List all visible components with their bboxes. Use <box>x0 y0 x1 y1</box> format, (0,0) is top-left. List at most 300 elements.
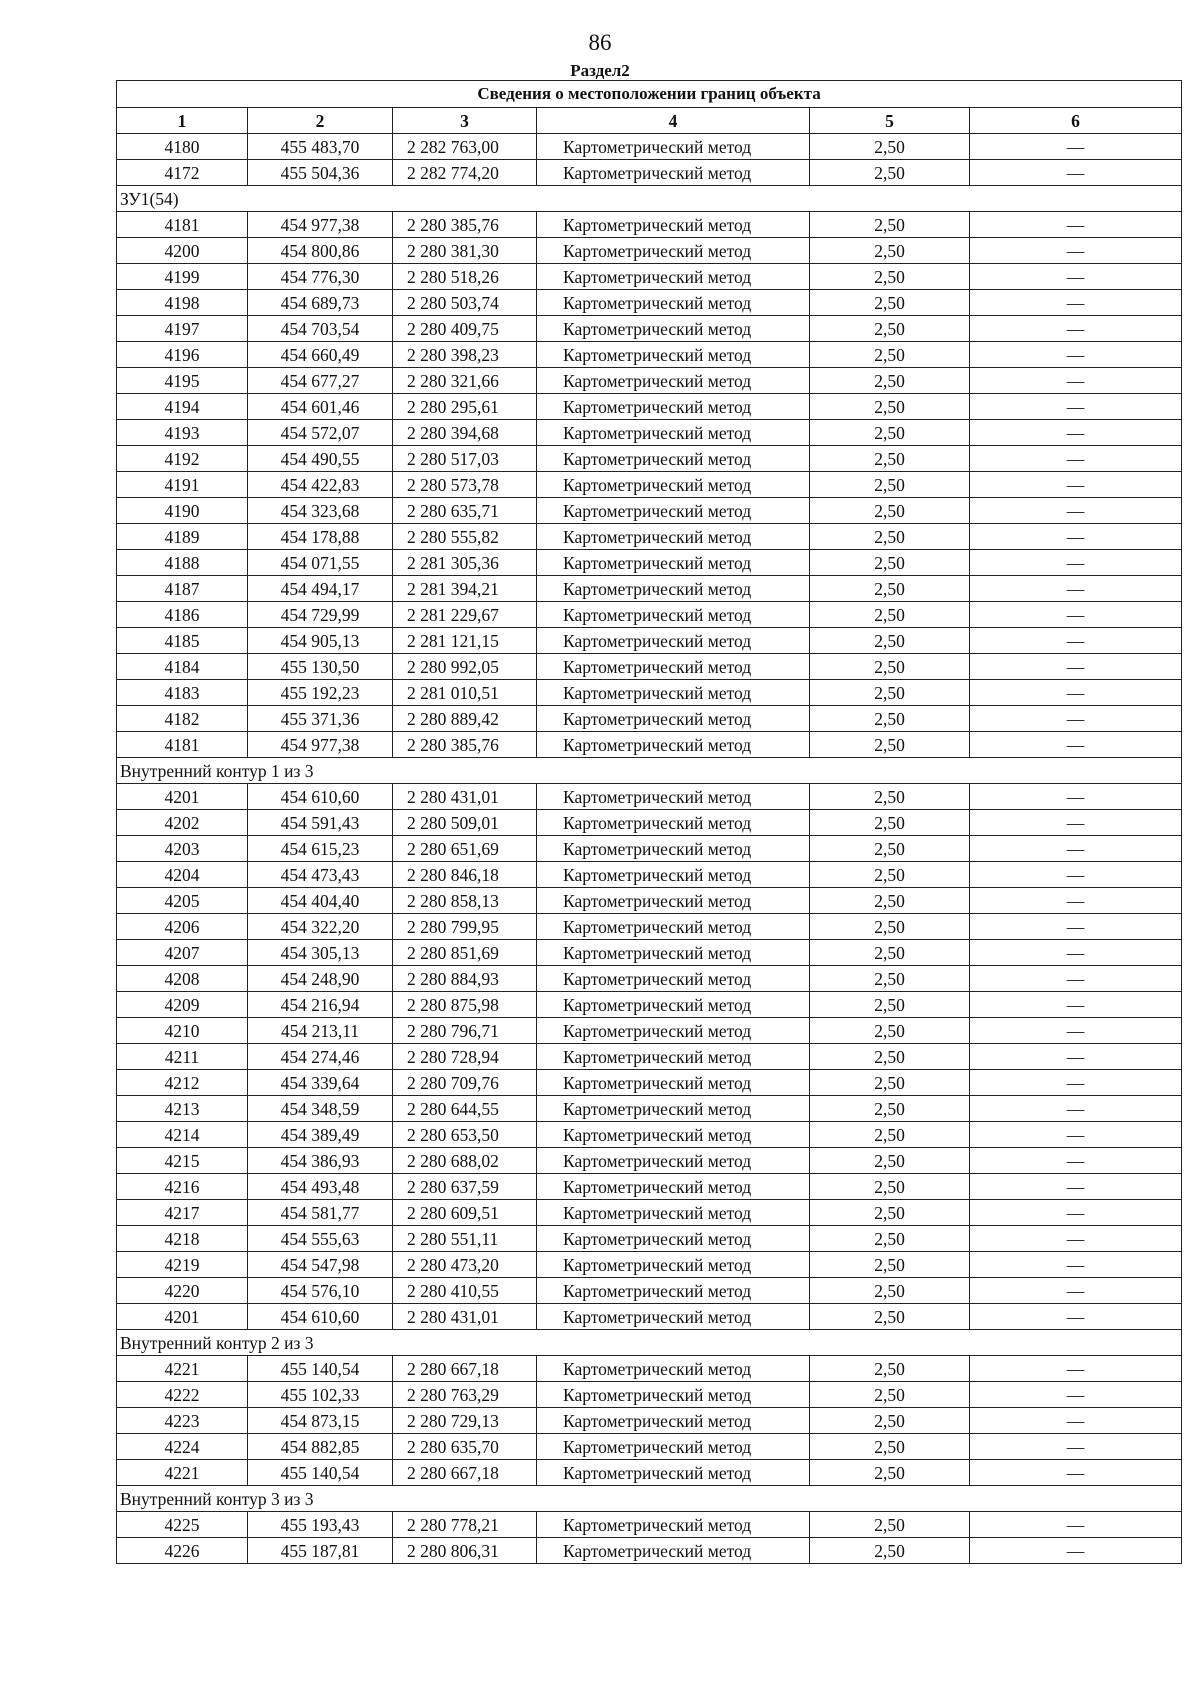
table-cell: 455 130,50 <box>248 654 393 680</box>
table-cell: 2 280 889,42 <box>393 706 537 732</box>
table-cell: 4205 <box>117 888 248 914</box>
table-cell: 2,50 <box>810 1122 970 1148</box>
table-cell: 2,50 <box>810 680 970 706</box>
table-cell: 4207 <box>117 940 248 966</box>
table-cell: 2,50 <box>810 498 970 524</box>
table-cell: 455 192,23 <box>248 680 393 706</box>
table-row <box>117 524 1182 550</box>
table-cell: 4181 <box>117 732 248 758</box>
table-cell: Картометрический метод <box>537 1044 810 1070</box>
table-cell: 454 873,15 <box>248 1408 393 1434</box>
table-cell: 2,50 <box>810 264 970 290</box>
table-cell: — <box>970 992 1182 1018</box>
table-cell: 2 280 385,76 <box>393 732 537 758</box>
table-cell: 454 591,43 <box>248 810 393 836</box>
table-cell: 2,50 <box>810 1382 970 1408</box>
table-cell: 4172 <box>117 160 248 186</box>
table-row <box>117 1356 1182 1382</box>
table-cell: Картометрический метод <box>537 992 810 1018</box>
table-cell: — <box>970 290 1182 316</box>
table-cell: — <box>970 1356 1182 1382</box>
table-row <box>117 706 1182 732</box>
table-cell: 4225 <box>117 1512 248 1538</box>
table-cell: 2 280 637,59 <box>393 1174 537 1200</box>
table-cell: 2 281 394,21 <box>393 576 537 602</box>
table-cell: — <box>970 1226 1182 1252</box>
table-cell: Картометрический метод <box>537 576 810 602</box>
group-row <box>117 1486 1182 1512</box>
table-cell: 2 280 667,18 <box>393 1356 537 1382</box>
table-cell: Картометрический метод <box>537 134 810 160</box>
table-cell: Картометрический метод <box>537 1408 810 1434</box>
table-cell: — <box>970 1460 1182 1486</box>
table-cell: — <box>970 784 1182 810</box>
table-cell: Картометрический метод <box>537 264 810 290</box>
table-row <box>117 160 1182 186</box>
table-cell: 4191 <box>117 472 248 498</box>
table-row <box>117 680 1182 706</box>
table-cell: Картометрический метод <box>537 316 810 342</box>
table-cell: 454 703,54 <box>248 316 393 342</box>
table-cell: 2 280 473,20 <box>393 1252 537 1278</box>
table-cell: 455 483,70 <box>248 134 393 160</box>
table-cell: 454 576,10 <box>248 1278 393 1304</box>
table-cell: 2 280 884,93 <box>393 966 537 992</box>
table-cell: Картометрический метод <box>537 368 810 394</box>
table-cell: 2,50 <box>810 1512 970 1538</box>
table-cell: Картометрический метод <box>537 342 810 368</box>
table-cell: 4222 <box>117 1382 248 1408</box>
table-cell: Картометрический метод <box>537 1538 810 1564</box>
table-cell: Картометрический метод <box>537 1434 810 1460</box>
table-cell: 2,50 <box>810 602 970 628</box>
table-cell: 4196 <box>117 342 248 368</box>
table-cell: 454 729,99 <box>248 602 393 628</box>
table-row <box>117 1252 1182 1278</box>
table-cell: 4183 <box>117 680 248 706</box>
table-cell: 454 071,55 <box>248 550 393 576</box>
table-cell: 2,50 <box>810 732 970 758</box>
table-cell: Картометрический метод <box>537 1460 810 1486</box>
table-cell: Картометрический метод <box>537 628 810 654</box>
table-cell: Картометрический метод <box>537 1304 810 1330</box>
table-cell: 454 216,94 <box>248 992 393 1018</box>
table-cell: 2 280 729,13 <box>393 1408 537 1434</box>
table-cell: 2,50 <box>810 368 970 394</box>
table-cell: — <box>970 472 1182 498</box>
table-cell: 454 677,27 <box>248 368 393 394</box>
table-cell: 454 490,55 <box>248 446 393 472</box>
table-cell: 2,50 <box>810 1460 970 1486</box>
table-row <box>117 316 1182 342</box>
group-row <box>117 186 1182 212</box>
table-cell: — <box>970 1044 1182 1070</box>
table-cell: 2 280 635,71 <box>393 498 537 524</box>
table-cell: 2,50 <box>810 654 970 680</box>
table-cell: Картометрический метод <box>537 1122 810 1148</box>
table-cell: 4201 <box>117 784 248 810</box>
table-cell: 4200 <box>117 238 248 264</box>
group-label: Внутренний контур 3 из 3 <box>117 1486 1182 1512</box>
table-row <box>117 1460 1182 1486</box>
table-row <box>117 1200 1182 1226</box>
table-cell: 455 371,36 <box>248 706 393 732</box>
table-cell: 2 280 992,05 <box>393 654 537 680</box>
table-cell: 4211 <box>117 1044 248 1070</box>
table-cell: 2 280 846,18 <box>393 862 537 888</box>
table-cell: — <box>970 862 1182 888</box>
table-cell: 4202 <box>117 810 248 836</box>
table-cell: 4219 <box>117 1252 248 1278</box>
table-cell: 2 280 688,02 <box>393 1148 537 1174</box>
table-cell: — <box>970 446 1182 472</box>
table-row <box>117 1408 1182 1434</box>
table-row <box>117 1226 1182 1252</box>
table-cell: 454 547,98 <box>248 1252 393 1278</box>
table-cell: 4221 <box>117 1356 248 1382</box>
table-cell: 2 280 653,50 <box>393 1122 537 1148</box>
table-row <box>117 628 1182 654</box>
table-cell: 454 572,07 <box>248 420 393 446</box>
table-cell: 454 213,11 <box>248 1018 393 1044</box>
table-cell: 2,50 <box>810 290 970 316</box>
table-cell: — <box>970 914 1182 940</box>
table-cell: 454 581,77 <box>248 1200 393 1226</box>
table-cell: Картометрический метод <box>537 966 810 992</box>
table-cell: 4214 <box>117 1122 248 1148</box>
table-cell: Картометрический метод <box>537 1096 810 1122</box>
table-cell: Картометрический метод <box>537 732 810 758</box>
table-cell: 4213 <box>117 1096 248 1122</box>
table-cell: Картометрический метод <box>537 680 810 706</box>
table-cell: — <box>970 706 1182 732</box>
table-cell: — <box>970 1148 1182 1174</box>
column-header: 4 <box>537 108 810 134</box>
table-cell: — <box>970 654 1182 680</box>
table-cell: — <box>970 602 1182 628</box>
table-cell: — <box>970 394 1182 420</box>
table-cell: 454 882,85 <box>248 1434 393 1460</box>
table-cell: — <box>970 1174 1182 1200</box>
table-row <box>117 732 1182 758</box>
table-row <box>117 264 1182 290</box>
table-row <box>117 1538 1182 1564</box>
table-row <box>117 914 1182 940</box>
table-cell: 2 280 875,98 <box>393 992 537 1018</box>
table-cell: Картометрический метод <box>537 524 810 550</box>
table-cell: 454 323,68 <box>248 498 393 524</box>
table-cell: 454 274,46 <box>248 1044 393 1070</box>
table-cell: — <box>970 1278 1182 1304</box>
table-cell: — <box>970 810 1182 836</box>
table-row <box>117 420 1182 446</box>
table-cell: — <box>970 1018 1182 1044</box>
table-cell: Картометрический метод <box>537 1226 810 1252</box>
table-cell: 4218 <box>117 1226 248 1252</box>
table-cell: 2 281 229,67 <box>393 602 537 628</box>
table-cell: 4182 <box>117 706 248 732</box>
table-cell: — <box>970 940 1182 966</box>
table-cell: 4187 <box>117 576 248 602</box>
table-cell: Картометрический метод <box>537 706 810 732</box>
table-cell: 2 280 651,69 <box>393 836 537 862</box>
table-cell: 2,50 <box>810 862 970 888</box>
table-cell: 4180 <box>117 134 248 160</box>
table-cell: — <box>970 888 1182 914</box>
table-cell: 4206 <box>117 914 248 940</box>
table-cell: 455 102,33 <box>248 1382 393 1408</box>
table-cell: 454 248,90 <box>248 966 393 992</box>
table-cell: 4190 <box>117 498 248 524</box>
table-cell: 2 280 431,01 <box>393 1304 537 1330</box>
table-cell: 2,50 <box>810 706 970 732</box>
table-cell: 2,50 <box>810 1096 970 1122</box>
table-cell: 4184 <box>117 654 248 680</box>
table-cell: 454 178,88 <box>248 524 393 550</box>
table-cell: 2,50 <box>810 1148 970 1174</box>
table-cell: 2 280 667,18 <box>393 1460 537 1486</box>
table-row <box>117 576 1182 602</box>
table-cell: 4212 <box>117 1070 248 1096</box>
table-cell: 4203 <box>117 836 248 862</box>
table-cell: 454 689,73 <box>248 290 393 316</box>
table-cell: — <box>970 420 1182 446</box>
table-cell: 454 610,60 <box>248 784 393 810</box>
column-header: 3 <box>393 108 537 134</box>
table-cell: Картометрический метод <box>537 836 810 862</box>
table-cell: — <box>970 1200 1182 1226</box>
table-cell: 2,50 <box>810 524 970 550</box>
table-cell: 2 280 321,66 <box>393 368 537 394</box>
table-cell: Картометрический метод <box>537 1512 810 1538</box>
table-cell: — <box>970 550 1182 576</box>
table-cell: 2 280 644,55 <box>393 1096 537 1122</box>
table-cell: 2,50 <box>810 472 970 498</box>
table-cell: 4216 <box>117 1174 248 1200</box>
table-cell: 2 280 385,76 <box>393 212 537 238</box>
table-cell: 2,50 <box>810 550 970 576</box>
table-cell: 2 280 381,30 <box>393 238 537 264</box>
table-cell: 4185 <box>117 628 248 654</box>
table-cell: 4198 <box>117 290 248 316</box>
table-cell: 2,50 <box>810 394 970 420</box>
table-cell: 2 281 305,36 <box>393 550 537 576</box>
table-cell: 2 281 010,51 <box>393 680 537 706</box>
table-cell: 4201 <box>117 1304 248 1330</box>
table-cell: 4224 <box>117 1434 248 1460</box>
table-cell: 455 140,54 <box>248 1460 393 1486</box>
table-cell: Картометрический метод <box>537 602 810 628</box>
table-cell: 454 422,83 <box>248 472 393 498</box>
table-cell: Картометрический метод <box>537 160 810 186</box>
table-cell: Картометрический метод <box>537 238 810 264</box>
group-label: ЗУ1(54) <box>117 186 1182 212</box>
table-cell: — <box>970 1070 1182 1096</box>
table-caption: Сведения о местоположении границ объекта <box>117 81 1182 108</box>
table-cell: Картометрический метод <box>537 1070 810 1096</box>
table-row <box>117 342 1182 368</box>
table-header-row <box>117 108 1182 134</box>
coordinates-table <box>116 80 1182 1564</box>
table-cell: 4192 <box>117 446 248 472</box>
table-cell: 454 905,13 <box>248 628 393 654</box>
table-cell: — <box>970 680 1182 706</box>
table-cell: 2,50 <box>810 420 970 446</box>
table-cell: 2,50 <box>810 160 970 186</box>
table-cell: Картометрический метод <box>537 1200 810 1226</box>
table-row <box>117 784 1182 810</box>
table-cell: 2,50 <box>810 784 970 810</box>
table-cell: — <box>970 1252 1182 1278</box>
table-cell: Картометрический метод <box>537 862 810 888</box>
section-title: Раздел2 <box>570 61 630 80</box>
table-cell: Картометрический метод <box>537 550 810 576</box>
table-cell: 4199 <box>117 264 248 290</box>
table-cell: Картометрический метод <box>537 472 810 498</box>
table-cell: Картометрический метод <box>537 446 810 472</box>
table-cell: 4209 <box>117 992 248 1018</box>
table-cell: 2,50 <box>810 888 970 914</box>
table-cell: 2,50 <box>810 1044 970 1070</box>
table-row <box>117 1434 1182 1460</box>
table-cell: — <box>970 264 1182 290</box>
table-cell: 2 280 555,82 <box>393 524 537 550</box>
table-row <box>117 1070 1182 1096</box>
table-cell: 454 493,48 <box>248 1174 393 1200</box>
table-cell: Картометрический метод <box>537 212 810 238</box>
table-cell: 2,50 <box>810 992 970 1018</box>
table-cell: 2 280 763,29 <box>393 1382 537 1408</box>
table-cell: 2,50 <box>810 628 970 654</box>
table-cell: 2,50 <box>810 966 970 992</box>
table-cell: 2 280 778,21 <box>393 1512 537 1538</box>
table-cell: 4194 <box>117 394 248 420</box>
table-row <box>117 550 1182 576</box>
table-cell: — <box>970 134 1182 160</box>
table-cell: 2 280 409,75 <box>393 316 537 342</box>
table-cell: — <box>970 966 1182 992</box>
page-number: 86 <box>588 30 612 55</box>
table-cell: — <box>970 1512 1182 1538</box>
table-cell: Картометрический метод <box>537 940 810 966</box>
table-cell: Картометрический метод <box>537 654 810 680</box>
table-cell: 454 977,38 <box>248 732 393 758</box>
table-row <box>117 212 1182 238</box>
table-cell: 4181 <box>117 212 248 238</box>
table-row <box>117 368 1182 394</box>
table-cell: 454 404,40 <box>248 888 393 914</box>
table-cell: 4208 <box>117 966 248 992</box>
table-row <box>117 1148 1182 1174</box>
table-cell: 2 282 763,00 <box>393 134 537 160</box>
table-cell: 2,50 <box>810 810 970 836</box>
table-cell: Картометрический метод <box>537 1382 810 1408</box>
table-cell: 2 281 121,15 <box>393 628 537 654</box>
column-header: 6 <box>970 108 1182 134</box>
table-row <box>117 1174 1182 1200</box>
table-row <box>117 602 1182 628</box>
table-row <box>117 446 1182 472</box>
table-row <box>117 238 1182 264</box>
table-cell: — <box>970 836 1182 862</box>
table-cell: 2 280 635,70 <box>393 1434 537 1460</box>
table-cell: 2 280 709,76 <box>393 1070 537 1096</box>
table-row <box>117 1018 1182 1044</box>
table-cell: — <box>970 1122 1182 1148</box>
table-cell: 454 473,43 <box>248 862 393 888</box>
table-cell: Картометрический метод <box>537 420 810 446</box>
table-row <box>117 1512 1182 1538</box>
table-cell: 4210 <box>117 1018 248 1044</box>
table-row <box>117 1382 1182 1408</box>
column-header: 5 <box>810 108 970 134</box>
table-cell: 2,50 <box>810 342 970 368</box>
table-cell: 4204 <box>117 862 248 888</box>
table-cell: — <box>970 1408 1182 1434</box>
table-cell: Картометрический метод <box>537 1252 810 1278</box>
table-row <box>117 1096 1182 1122</box>
table-cell: Картометрический метод <box>537 810 810 836</box>
table-cell: 2 280 503,74 <box>393 290 537 316</box>
table-cell: Картометрический метод <box>537 784 810 810</box>
table-row <box>117 394 1182 420</box>
table-cell: Картометрический метод <box>537 1018 810 1044</box>
table-row <box>117 654 1182 680</box>
table-cell: 2,50 <box>810 836 970 862</box>
group-label: Внутренний контур 2 из 3 <box>117 1330 1182 1356</box>
table-cell: 454 322,20 <box>248 914 393 940</box>
table-cell: 2 280 517,03 <box>393 446 537 472</box>
table-row <box>117 966 1182 992</box>
table-cell: 2,50 <box>810 316 970 342</box>
table-cell: 2,50 <box>810 1304 970 1330</box>
table-row <box>117 1122 1182 1148</box>
table-cell: 2 280 431,01 <box>393 784 537 810</box>
table-cell: 455 504,36 <box>248 160 393 186</box>
table-cell: — <box>970 342 1182 368</box>
table-row <box>117 888 1182 914</box>
table-cell: 2 280 851,69 <box>393 940 537 966</box>
table-cell: 454 601,46 <box>248 394 393 420</box>
table-cell: — <box>970 368 1182 394</box>
table-cell: 2,50 <box>810 1070 970 1096</box>
table-cell: 2 280 398,23 <box>393 342 537 368</box>
table-row <box>117 862 1182 888</box>
table-cell: 2,50 <box>810 1018 970 1044</box>
table-cell: 2 280 806,31 <box>393 1538 537 1564</box>
table-row <box>117 1044 1182 1070</box>
table-cell: 4189 <box>117 524 248 550</box>
table-cell: 454 660,49 <box>248 342 393 368</box>
table-cell: 455 140,54 <box>248 1356 393 1382</box>
table-cell: 2 280 410,55 <box>393 1278 537 1304</box>
table-row <box>117 836 1182 862</box>
table-cell: 4215 <box>117 1148 248 1174</box>
table-cell: 454 555,63 <box>248 1226 393 1252</box>
table-cell: 454 615,23 <box>248 836 393 862</box>
table-cell: 2,50 <box>810 1200 970 1226</box>
table-cell: 4186 <box>117 602 248 628</box>
table-cell: 4220 <box>117 1278 248 1304</box>
table-cell: Картометрический метод <box>537 498 810 524</box>
table-cell: 2,50 <box>810 1278 970 1304</box>
table-cell: 2 280 609,51 <box>393 1200 537 1226</box>
table-cell: 2 280 799,95 <box>393 914 537 940</box>
table-cell: 2,50 <box>810 134 970 160</box>
table-cell: 2,50 <box>810 1538 970 1564</box>
table-cell: 2,50 <box>810 1434 970 1460</box>
table-body <box>117 134 1182 1564</box>
